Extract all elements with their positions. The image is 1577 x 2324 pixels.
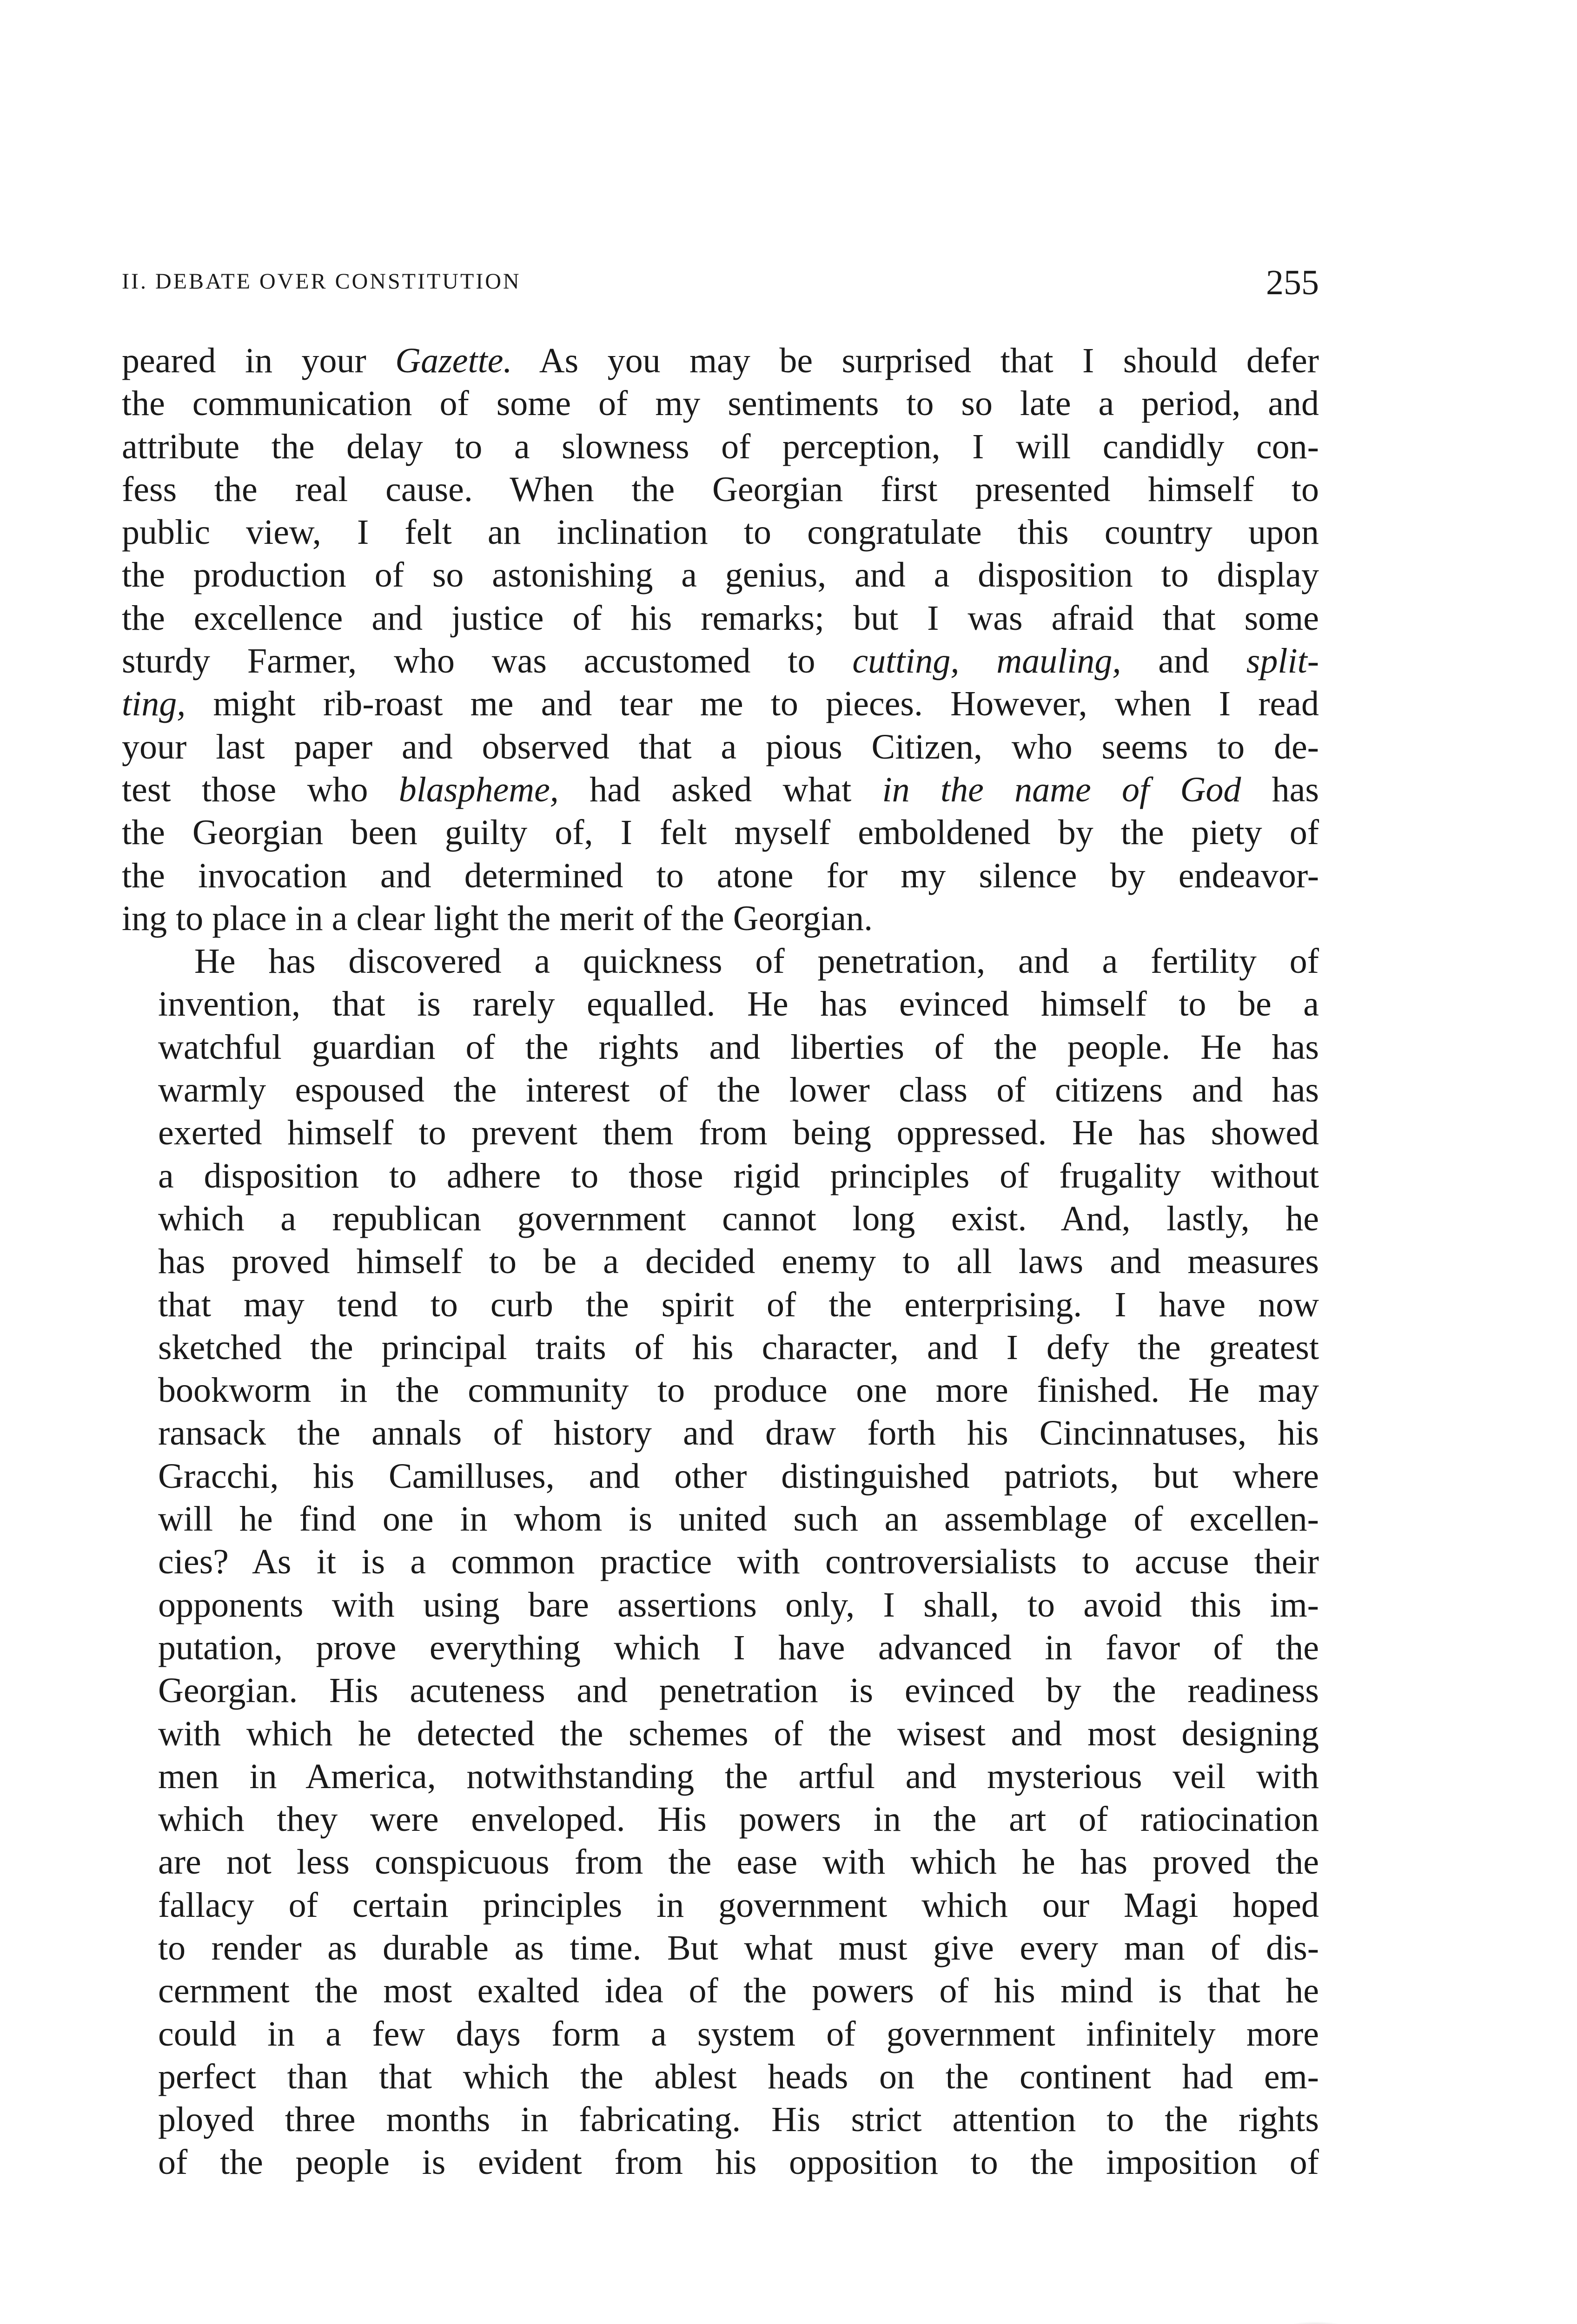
body-text [122,339,1319,2184]
text-line: opponents with using bare assertions only, I shall, to avoid this im- [158,1585,1319,1624]
text-line: that may tend to curb the spirit of the enterprising. I have now [158,1285,1319,1324]
text-line: Georgian. His acuteness and penetration is evinced by the readiness [158,1671,1319,1710]
section-title: II. DEBATE OVER CONSTITUTION [122,269,521,294]
text-line: could in a few days form a system of government infinitely more [158,2014,1319,2053]
text-line: your last paper and observed that a pious Citizen, who seems to de- [122,727,1319,766]
italic-text: cutting, mauling, [852,641,1121,681]
text-line: ransack the annals of history and draw forth his Cincinnatuses, his [158,1413,1319,1453]
text-line: the excellence and justice of his remarks; but I was afraid that some [122,598,1319,638]
text-line: bookworm in the community to produce one more finished. He may [158,1371,1319,1410]
text-line: test those who blaspheme, had asked what in the name of God has [122,770,1319,809]
text-line: which they were enveloped. His powers in the art of ratiocination [158,1800,1319,1839]
text-line: with which he detected the schemes of the wisest and most designing [158,1714,1319,1753]
text-line: men in America, notwithstanding the artful and mysterious veil with [158,1756,1319,1796]
text-line: He has discovered a quickness of penetration, and a fertility of [194,942,1319,981]
text-line: public view, I felt an inclination to congratulate this country upon [122,513,1319,552]
running-head [122,265,1319,302]
italic-text: blaspheme, [398,770,559,809]
text-line: perfect than that which the ablest heads on the continent had em- [158,2057,1319,2096]
text-line: the communication of some of my sentiments to so late a period, and [122,384,1319,423]
page-number: 255 [1266,263,1319,302]
text-line: warmly espoused the interest of the lower class of citizens and has [158,1070,1319,1110]
text-line: sketched the principal traits of his character, and I defy the greatest [158,1327,1319,1367]
text-line: are not less conspicuous from the ease with which he has proved the [158,1842,1319,1882]
text-line: cies? As it is a common practice with controversialists to accuse their [158,1542,1319,1582]
text-line: ting, might rib-roast me and tear me to pieces. However, when I read [122,684,1319,724]
text-line: the invocation and determined to atone for my silence by endeavor- [122,856,1319,895]
text-line: sturdy Farmer, who was accustomed to cutting, mauling, and split- [122,641,1319,681]
text-line: fess the real cause. When the Georgian first presented himself to [122,469,1319,509]
text-line: ployed three months in fabricating. His strict attention to the rights [158,2100,1319,2139]
print-smudge [1288,2322,1344,2324]
text-line: putation, prove everything which I have advanced in favor of the [158,1628,1319,1667]
italic-text: ting, [122,684,186,724]
text-line: invention, that is rarely equalled. He has evinced himself to be a [158,984,1319,1024]
text-line: Gracchi, his Camilluses, and other distinguished patriots, but where [158,1456,1319,1496]
italic-text: Gazette. [395,341,512,380]
text-line: of the people is evident from his opposition to the imposition of [158,2143,1319,2182]
text-line: ing to place in a clear light the merit of the Georgian. [122,898,873,938]
paragraph-1 [122,339,1319,940]
text-line: the production of so astonishing a genius, and a disposition to display [122,555,1319,595]
text-line: attribute the delay to a slowness of perception, I will candidly con- [122,427,1319,466]
text-line: a disposition to adhere to those rigid principles of frugality without [158,1156,1319,1195]
italic-text: split- [1246,641,1319,681]
text-line: peared in your Gazette. As you may be surprised that I should defer [122,341,1319,380]
text-line: which a republican government cannot long exist. And, lastly, he [158,1199,1319,1238]
text-line: the Georgian been guilty of, I felt myself emboldened by the piety of [122,813,1319,852]
text-line: to render as durable as time. But what must give every man of dis- [158,1928,1319,1967]
text-line: cernment the most exalted idea of the powers of his mind is that he [158,1971,1319,2011]
text-line: exerted himself to prevent them from being oppressed. He has showed [158,1113,1319,1153]
text-line: fallacy of certain principles in government which our Magi hoped [158,1885,1319,1925]
text-line: will he find one in whom is united such an assemblage of excellen- [158,1499,1319,1539]
paragraph-2 [122,940,1319,2184]
text-line: has proved himself to be a decided enemy to all laws and measures [158,1242,1319,1281]
text-line: watchful guardian of the rights and liberties of the people. He has [158,1027,1319,1067]
italic-text: in the name of God [882,770,1241,809]
